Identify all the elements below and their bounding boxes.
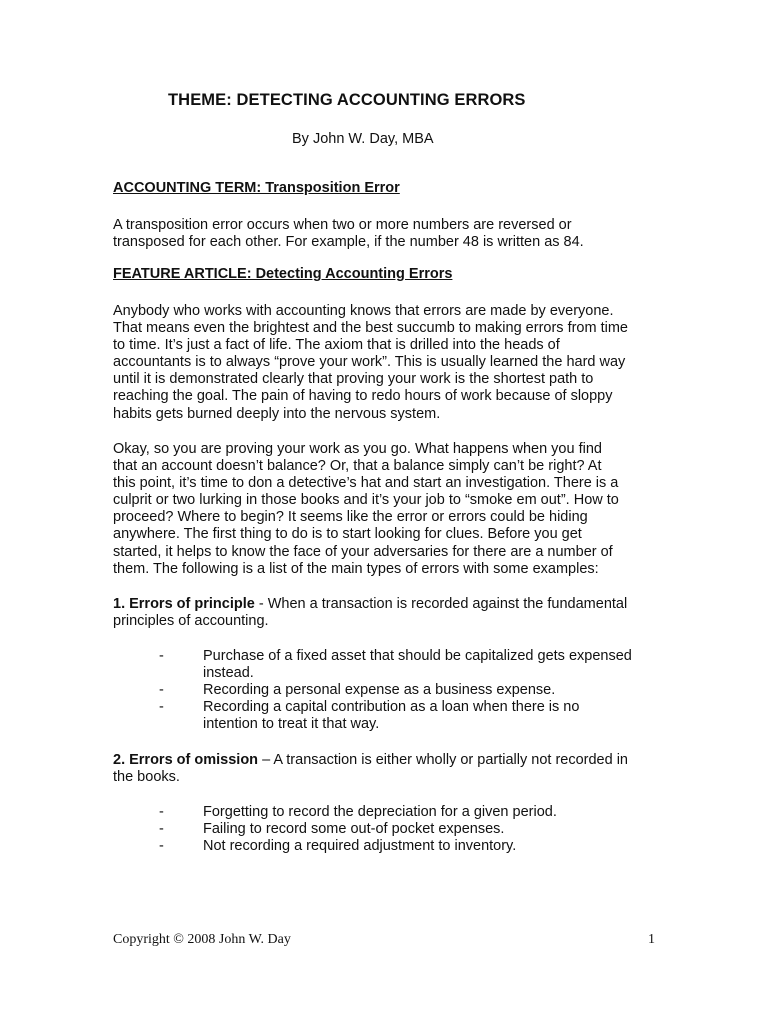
list-item-line: Forgetting to record the depreciation for a given period. [203,804,557,820]
feature-article-heading: FEATURE ARTICLE: Detecting Accounting Errors [113,266,453,282]
paragraph-line: accountants is to always “prove your work”. This is usually learned the hard way [113,354,626,371]
list-item-line: Purchase of a fixed asset that should be capitalized gets expensed [203,648,632,664]
errors-of-principle-label: 1. Errors of principle [113,596,255,612]
paragraph-line: them. The following is a list of the main types of errors with some examples: [113,560,599,577]
paragraph-line: Anybody who works with accounting knows that errors are made by everyone. [113,303,614,319]
bullet-dash: - [159,821,164,838]
bullet-dash: - [159,838,164,855]
list-item-line: intention to treat it that way. [203,716,380,733]
paragraph-line: A transposition error occurs when two or more numbers are reversed or [113,217,572,233]
list-item [113,821,673,838]
term-definition-paragraph [113,217,673,251]
footer-copyright: Copyright © 2008 John W. Day [113,932,291,947]
bullet-dash: - [159,804,164,820]
errors-of-omission-text: – A transaction is either wholly or partially not recorded in [258,752,628,768]
intro-paragraph-2 [113,441,673,578]
paragraph-line: anywhere. The first thing to do is to start looking for clues. Before you get [113,526,582,543]
paragraph-line: Okay, so you are proving your work as you go. What happens when you find [113,441,602,457]
list-item [113,682,673,699]
list-item-line: Recording a capital contribution as a loan when there is no [203,699,580,716]
bullet-dash: - [159,699,164,716]
errors-of-omission-paragraph [113,752,673,786]
paragraph-line: That means even the brightest and the best succumb to making errors from time [113,320,628,337]
paragraph-line: transposed for each other. For example, if the number 48 is written as 84. [113,234,584,251]
list-item-line: Failing to record some out-of pocket expenses. [203,821,505,838]
errors-of-principle-list [113,648,673,733]
document-title: THEME: DETECTING ACCOUNTING ERRORS [168,91,526,109]
paragraph-line: this point, it’s time to don a detective’s hat and start an investigation. There is a [113,475,619,492]
author-byline: By John W. Day, MBA [292,131,434,147]
paragraph-line: proceed? Where to begin? It seems like the error or errors could be hiding [113,509,588,526]
list-item [113,648,673,682]
paragraph-line: the books. [113,769,180,786]
paragraph-line: culprit or two lurking in those books and it’s your job to “smoke em out”. How to [113,492,619,509]
intro-paragraph-1 [113,303,673,423]
list-item [113,699,673,733]
errors-of-principle-text: - When a transaction is recorded against the fundamental [254,596,628,612]
list-item-line: Not recording a required adjustment to inventory. [203,838,517,855]
paragraph-line: started, it helps to know the face of your adversaries for there are a number of [113,543,613,560]
paragraph-line: that an account doesn’t balance? Or, that a balance simply can’t be right? At [113,458,602,475]
list-item [113,804,673,821]
footer-page-number: 1 [648,932,655,947]
errors-of-omission-list [113,804,673,855]
errors-of-omission-label: 2. Errors of omission [113,752,259,768]
paragraph-line: to time. It’s just a fact of life. The axiom that is drilled into the heads of [113,337,560,354]
list-item-line: Recording a personal expense as a business expense. [203,682,556,699]
paragraph-line: reaching the goal. The pain of having to redo hours of work because of sloppy [113,388,613,405]
paragraph-line: habits gets burned deeply into the nervous system. [113,405,441,422]
bullet-dash: - [159,682,164,699]
paragraph-line [113,596,673,613]
paragraph-line: principles of accounting. [113,613,269,630]
paragraph-line: until it is demonstrated clearly that proving your work is the shortest path to [113,371,594,388]
list-item [113,838,673,855]
paragraph-line [113,752,673,769]
accounting-term-heading: ACCOUNTING TERM: Transposition Error [113,180,400,196]
list-item-line: instead. [203,665,254,682]
bullet-dash: - [159,648,164,664]
errors-of-principle-paragraph [113,596,673,630]
